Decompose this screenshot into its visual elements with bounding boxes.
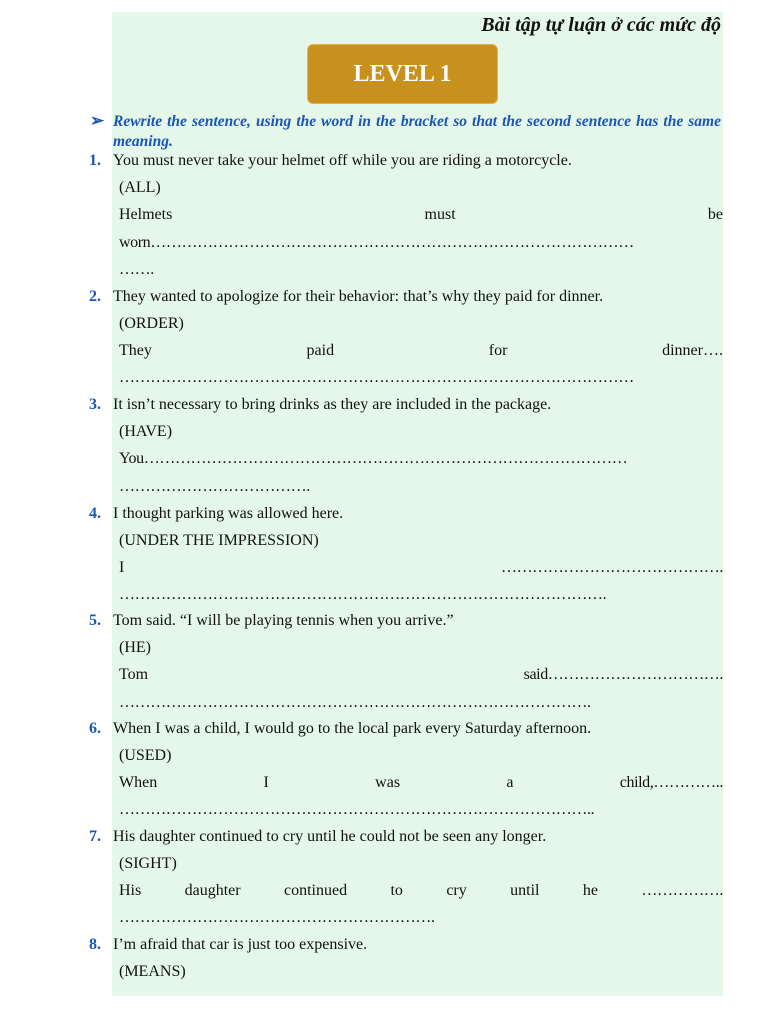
answer-word: cry bbox=[446, 882, 467, 899]
exercise-keyword: (HE) bbox=[119, 639, 151, 656]
exercise-number: 5. bbox=[89, 612, 101, 629]
answer-word: child,………….. bbox=[619, 774, 723, 791]
answer-word: paid bbox=[306, 342, 335, 359]
answer-line bbox=[119, 559, 723, 577]
instruction-text: Rewrite the sentence, using the word in the bracket so that the second sentence has the same meaning. bbox=[113, 113, 721, 150]
exercise-keyword: (MEANS) bbox=[119, 963, 186, 980]
page-header-title: Bài tập tự luận ở các mức độ bbox=[481, 14, 721, 36]
exercise-keyword: (UNDER THE IMPRESSION) bbox=[119, 532, 319, 549]
exercise-keyword: (SIGHT) bbox=[119, 855, 177, 872]
arrow-bullet-icon: ➢ bbox=[90, 111, 105, 130]
answer-word: until bbox=[510, 882, 540, 899]
answer-word: for bbox=[488, 342, 508, 359]
answer-blank-line: …………………………………………………………………………………. bbox=[119, 586, 607, 603]
answer-blank-line: ……. bbox=[119, 261, 154, 278]
answer-word: continued bbox=[284, 882, 348, 899]
answer-word: said……………………………. bbox=[523, 666, 723, 683]
answer-blank-line: ……………………………………………………………………………………… bbox=[119, 369, 634, 386]
exercise-number: 8. bbox=[89, 936, 101, 953]
exercise-number: 7. bbox=[89, 828, 101, 845]
exercise-sentence: When I was a child, I would go to the local park every Saturday afternoon. bbox=[113, 720, 592, 737]
exercise-number: 6. bbox=[89, 720, 101, 737]
exercise-number: 1. bbox=[89, 152, 101, 169]
exercise-sentence: Tom said. “I will be playing tennis when you arrive.” bbox=[113, 612, 454, 629]
answer-word: dinner…. bbox=[662, 342, 723, 359]
answer-blank-line: You………………………………………………………………………………… bbox=[119, 450, 628, 467]
answer-word: I bbox=[263, 774, 269, 791]
exercise-sentence: I’m afraid that car is just too expensive. bbox=[113, 936, 368, 953]
answer-line bbox=[119, 666, 723, 684]
answer-word: be bbox=[707, 206, 723, 223]
answer-blank-line: worn………………………………………………………………………………… bbox=[119, 234, 634, 251]
answer-word: was bbox=[375, 774, 401, 791]
answer-word: Tom bbox=[119, 666, 149, 683]
level-badge: LEVEL 1 bbox=[307, 44, 498, 104]
exercise-number: 4. bbox=[89, 505, 101, 522]
answer-word: His bbox=[119, 882, 142, 899]
answer-line bbox=[119, 206, 723, 224]
answer-word: daughter bbox=[184, 882, 241, 899]
answer-line bbox=[119, 342, 723, 360]
answer-word: ……………. bbox=[641, 882, 723, 899]
exercise-number: 3. bbox=[89, 396, 101, 413]
answer-word: Helmets bbox=[119, 206, 173, 223]
answer-word: must bbox=[424, 206, 456, 223]
answer-blank-line: ……………………………………………………………………………….. bbox=[119, 801, 595, 818]
exercise-keyword: (ORDER) bbox=[119, 315, 184, 332]
exercise-sentence: You must never take your helmet off while you are riding a motorcycle. bbox=[113, 152, 572, 169]
answer-word: I bbox=[119, 559, 125, 576]
answer-word: a bbox=[506, 774, 514, 791]
answer-line bbox=[119, 882, 723, 900]
exercise-keyword: (USED) bbox=[119, 747, 172, 764]
answer-blank-line: ………………………………………………………………………………. bbox=[119, 694, 591, 711]
answer-word: When bbox=[119, 774, 158, 791]
answer-word: he bbox=[582, 882, 598, 899]
answer-word: to bbox=[390, 882, 403, 899]
answer-word: They bbox=[119, 342, 152, 359]
exercise-sentence: They wanted to apologize for their behavior: that’s why they paid for dinner. bbox=[113, 288, 604, 305]
exercise-sentence: It isn’t necessary to bring drinks as they are included in the package. bbox=[113, 396, 552, 413]
exercise-sentence: I thought parking was allowed here. bbox=[113, 505, 344, 522]
exercise-number: 2. bbox=[89, 288, 101, 305]
answer-blank-line: ………………………………. bbox=[119, 478, 310, 495]
exercise-keyword: (HAVE) bbox=[119, 423, 173, 440]
exercise-keyword: (ALL) bbox=[119, 179, 161, 196]
answer-blank-line: ……………………………………………………. bbox=[119, 909, 435, 926]
answer-word: ……………………………………. bbox=[500, 559, 723, 576]
exercise-sentence: His daughter continued to cry until he could not be seen any longer. bbox=[113, 828, 547, 845]
answer-line bbox=[119, 774, 723, 792]
